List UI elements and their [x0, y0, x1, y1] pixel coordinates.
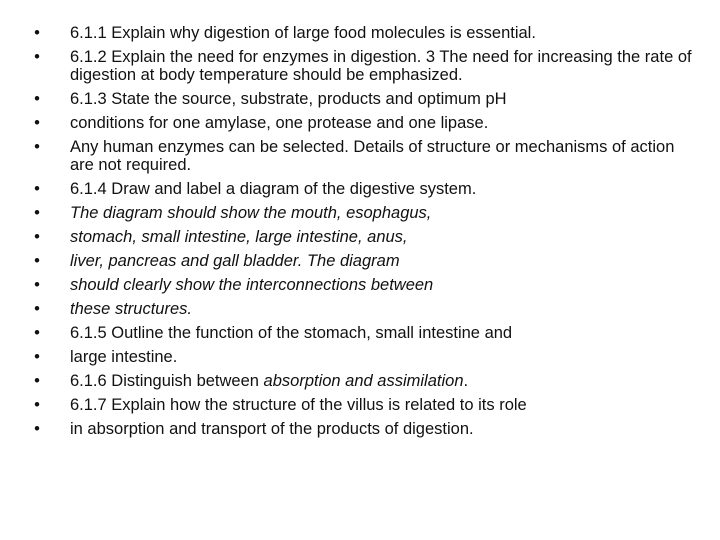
item-text-italic: liver, pancreas and gall bladder. The diagram [70, 252, 400, 270]
list-item [30, 228, 700, 246]
bullet-icon: • [34, 396, 40, 414]
item-text-italic: should clearly show the interconnections between [70, 276, 434, 294]
bullet-icon: • [34, 204, 40, 222]
list-item [30, 90, 700, 108]
item-text: 6.1.2 Explain the need for enzymes in digestion. 3 The need for increasing the rate of digestion at body temperature should be emphasized. [70, 48, 692, 84]
list-item [30, 204, 700, 222]
list-item [30, 324, 700, 342]
list-item [30, 276, 700, 294]
list-item [30, 24, 700, 42]
list-item [30, 180, 700, 198]
item-text-italic: stomach, small intestine, large intestine, anus, [70, 228, 408, 246]
list-item [30, 348, 700, 366]
bullet-icon: • [34, 228, 40, 246]
bullet-list [30, 24, 700, 444]
item-text: 6.1.7 Explain how the structure of the villus is related to its role [70, 396, 527, 414]
list-item [30, 372, 700, 390]
list-item [30, 252, 700, 270]
item-text: conditions for one amylase, one protease and one lipase. [70, 114, 489, 132]
bullet-icon: • [34, 324, 40, 342]
item-text: 6.1.6 Distinguish between [70, 372, 264, 390]
bullet-icon: • [34, 90, 40, 108]
bullet-icon: • [34, 48, 40, 66]
list-item [30, 48, 700, 84]
bullet-icon: • [34, 138, 40, 156]
list-item [30, 396, 700, 414]
bullet-icon: • [34, 348, 40, 366]
item-text: Any human enzymes can be selected. Details of structure or mechanisms of action are not required. [70, 138, 675, 174]
bullet-icon: • [34, 372, 40, 390]
item-text: 6.1.4 Draw and label a diagram of the digestive system. [70, 180, 477, 198]
list-item [30, 138, 700, 174]
bullet-icon: • [34, 252, 40, 270]
item-text: 6.1.5 Outline the function of the stomach, small intestine and [70, 324, 513, 342]
list-item [30, 420, 700, 438]
bullet-icon: • [34, 24, 40, 42]
list-item [30, 300, 700, 318]
item-text: 6.1.3 State the source, substrate, products and optimum pH [70, 90, 507, 108]
list-item [30, 114, 700, 132]
item-text: in absorption and transport of the products of digestion. [70, 420, 474, 438]
item-text-italic: The diagram should show the mouth, esophagus, [70, 204, 432, 222]
item-text-italic: these structures. [70, 300, 192, 318]
bullet-icon: • [34, 114, 40, 132]
bullet-icon: • [34, 420, 40, 438]
bullet-icon: • [34, 300, 40, 318]
bullet-icon: • [34, 180, 40, 198]
item-text: large intestine. [70, 348, 178, 366]
item-text-end: . [463, 372, 469, 390]
bullet-icon: • [34, 276, 40, 294]
item-text-emphasis: absorption and assimilation [263, 372, 464, 390]
item-text: 6.1.1 Explain why digestion of large food molecules is essential. [70, 24, 536, 42]
